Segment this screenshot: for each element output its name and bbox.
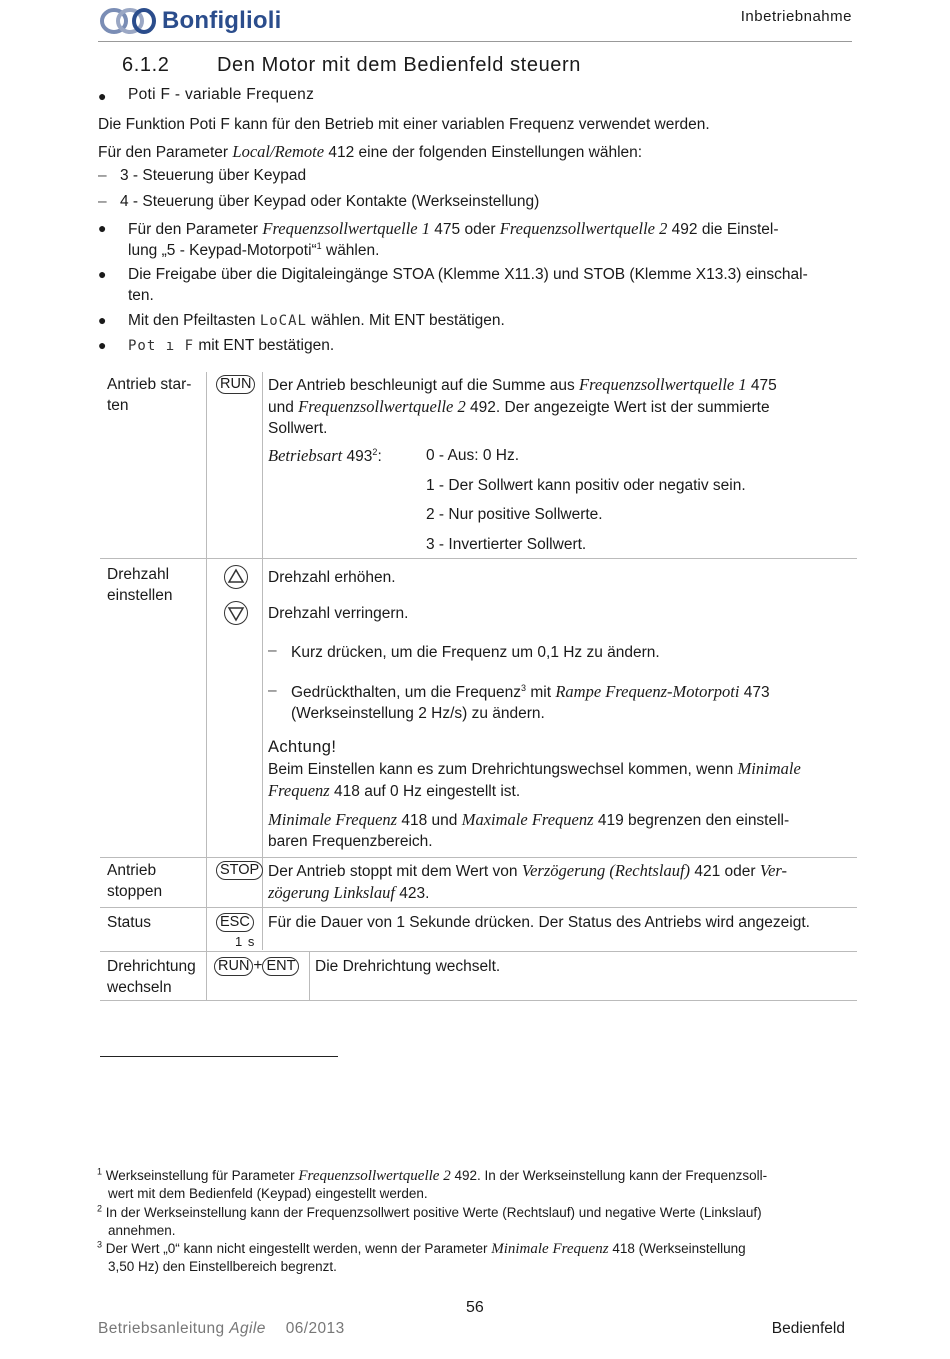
footer-chapter: Bedienfeld (771, 1320, 845, 1337)
mode-option-0: 0 - Aus: 0 Hz. (426, 447, 520, 464)
footnote-divider (100, 1056, 338, 1057)
bullet-icon: ● (98, 220, 107, 236)
table-col-divider (262, 372, 263, 950)
dash-icon: – (98, 193, 107, 210)
press-duration: 1 s (235, 934, 256, 949)
status-description: Für die Dauer von 1 Sekunde drücken. Der Status des Antriebs wird angezeigt. (268, 914, 810, 931)
arrow-down-icon (225, 602, 247, 624)
arrow-up-icon (225, 566, 247, 588)
page-number: 56 (466, 1299, 484, 1316)
dash-icon: – (98, 167, 107, 184)
brand-name: Bonfiglioli (162, 7, 282, 34)
table-col-divider (206, 372, 207, 1000)
run-key[interactable]: RUN (214, 957, 253, 976)
esc-key[interactable]: ESC (216, 913, 254, 932)
warning-text: Beim Einstellen kann es zum Drehrichtungswechsel kommen, wenn Minimale Frequenz 418 auf 0 Hz eingestellt ist. (268, 759, 801, 800)
intro-p2: Für den Parameter Local/Remote 412 eine der folgenden Einstellungen wählen: (98, 142, 643, 161)
speed-up-text: Drehzahl erhöhen. (268, 569, 396, 586)
table-row-divider (100, 558, 857, 559)
warning-title: Achtung! (268, 738, 337, 756)
operating-mode-label: Betriebsart $493^2$: (268, 446, 382, 465)
direction-description: Die Drehrichtung wechselt. (315, 958, 501, 975)
mode-option-1: 1 - Der Sollwert kann positiv oder negativ sein. (426, 477, 746, 494)
intro-p1: Die Funktion Poti F kann für den Betrieb mit einer variablen Frequenz verwendet werden. (98, 116, 710, 133)
option-3: 3 - Steuerung über Keypad (120, 167, 307, 184)
step-poti: Pot ı F mit ENT bestätigen. (128, 337, 335, 354)
table-row-divider (100, 951, 857, 952)
bullet-icon: ● (98, 88, 107, 104)
frequency-limits-text: Minimale Frequenz 418 und Maximale Frequenz 419 begrenzen den einstell- baren Frequenzbereich. (268, 810, 790, 850)
hold-press-text: Gedrückthalten, um die Frequenz$^3$ mit Rampe Frequenz-Motorpoti 473 (Werkseinstellung 2 Hz/s) zu ändern. (291, 682, 770, 722)
header-divider (98, 41, 852, 42)
bullet-title: Poti F - variable Frequenz (128, 86, 315, 103)
bullet-icon: ● (98, 266, 107, 282)
short-press-text: Kurz drücken, um die Frequenz um 0,1 Hz zu ändern. (291, 644, 660, 661)
bonfiglioli-logo-icon (100, 6, 156, 36)
step-setpoint-source: Für den Parameter Frequenzsollwertquelle 1 475 oder Frequenzsollwertquelle 2 492 die Einstel- lung „5 - Keypad-Motorpoti“$^1$ wählen. (128, 219, 779, 259)
arrow-down-key[interactable] (224, 601, 248, 625)
ent-key[interactable]: ENT (262, 957, 299, 976)
section-heading (122, 54, 581, 77)
table-row-divider (100, 857, 857, 858)
speed-down-text: Drehzahl verringern. (268, 605, 409, 622)
dash-icon: – (268, 642, 277, 659)
heading-title: Den Motor mit dem Bedienfeld steuern (217, 54, 581, 76)
table-row-divider (100, 907, 857, 908)
brand-logo (100, 4, 282, 38)
footnote-3: $^3$ Der Wert „0“ kann nicht eingestellt werden, wenn der Parameter Minimale Frequenz 418 (Werkseinstellung 3,50 Hz) den Einstellbereich begrenzt. (97, 1239, 746, 1274)
footnote-2: $^2$ In der Werkseinstellung kann der Frequenzsollwert positive Werte (Rechtslauf) und negative Werte (Linkslauf) annehmen. (97, 1203, 762, 1238)
row-label-speed: Drehzahl einstellen (107, 566, 173, 604)
lcd-local: LoCAL (259, 313, 307, 329)
step-enable: Die Freigabe über die Digitaleingänge STOA (Klemme X11.3) und STOB (Klemme X13.3) einschal- ten. (128, 266, 808, 304)
bullet-icon: ● (98, 337, 107, 353)
table-row-divider (100, 1000, 857, 1001)
row-label-start: Antrieb star- ten (107, 376, 192, 414)
row-label-stop: Antrieb stoppen (107, 862, 163, 900)
footnote-1: $^1$ Werkseinstellung für Parameter Frequenzsollwertquelle 2 492. In der Werkseinstellung kann der Frequenzsoll- wert mit dem Bedienfeld (Keypad) eingestellt werden. (97, 1166, 768, 1201)
start-description: Der Antrieb beschleunigt auf die Summe aus Frequenzsollwertquelle 1 475 und Frequenzsollwertquelle 2 492. Der angezeigte Wert ist der summierte Sollwert. (268, 375, 777, 437)
stop-key[interactable]: STOP (216, 861, 263, 880)
row-label-direction: Drehrichtung wechseln (107, 958, 196, 996)
row-label-status: Status (107, 914, 151, 931)
stop-description: Der Antrieb stoppt mit dem Wert von Verzögerung (Rechtslauf) 421 oder Ver- zögerung Linkslauf 423. (268, 861, 788, 902)
run-key[interactable]: RUN (216, 375, 255, 394)
arrow-up-key[interactable] (224, 565, 248, 589)
mode-option-2: 2 - Nur positive Sollwerte. (426, 506, 603, 523)
header-section: Inbetriebnahme (740, 8, 852, 25)
table-col-divider (309, 951, 310, 1000)
bullet-icon: ● (98, 312, 107, 328)
heading-number: 6.1.2 (122, 54, 170, 76)
mode-option-3: 3 - Invertierter Sollwert. (426, 536, 587, 553)
step-local: Mit den Pfeiltasten LoCAL wählen. Mit ENT bestätigen. (128, 312, 505, 329)
dash-icon: – (268, 682, 277, 699)
lcd-poti: Pot ı F (128, 338, 195, 354)
footer-manual: Betriebsanleitung Agile 06/2013 (98, 1320, 345, 1337)
option-4: 4 - Steuerung über Keypad oder Kontakte (Werkseinstellung) (120, 193, 540, 210)
key-combination: RUN + ENT (214, 957, 299, 976)
